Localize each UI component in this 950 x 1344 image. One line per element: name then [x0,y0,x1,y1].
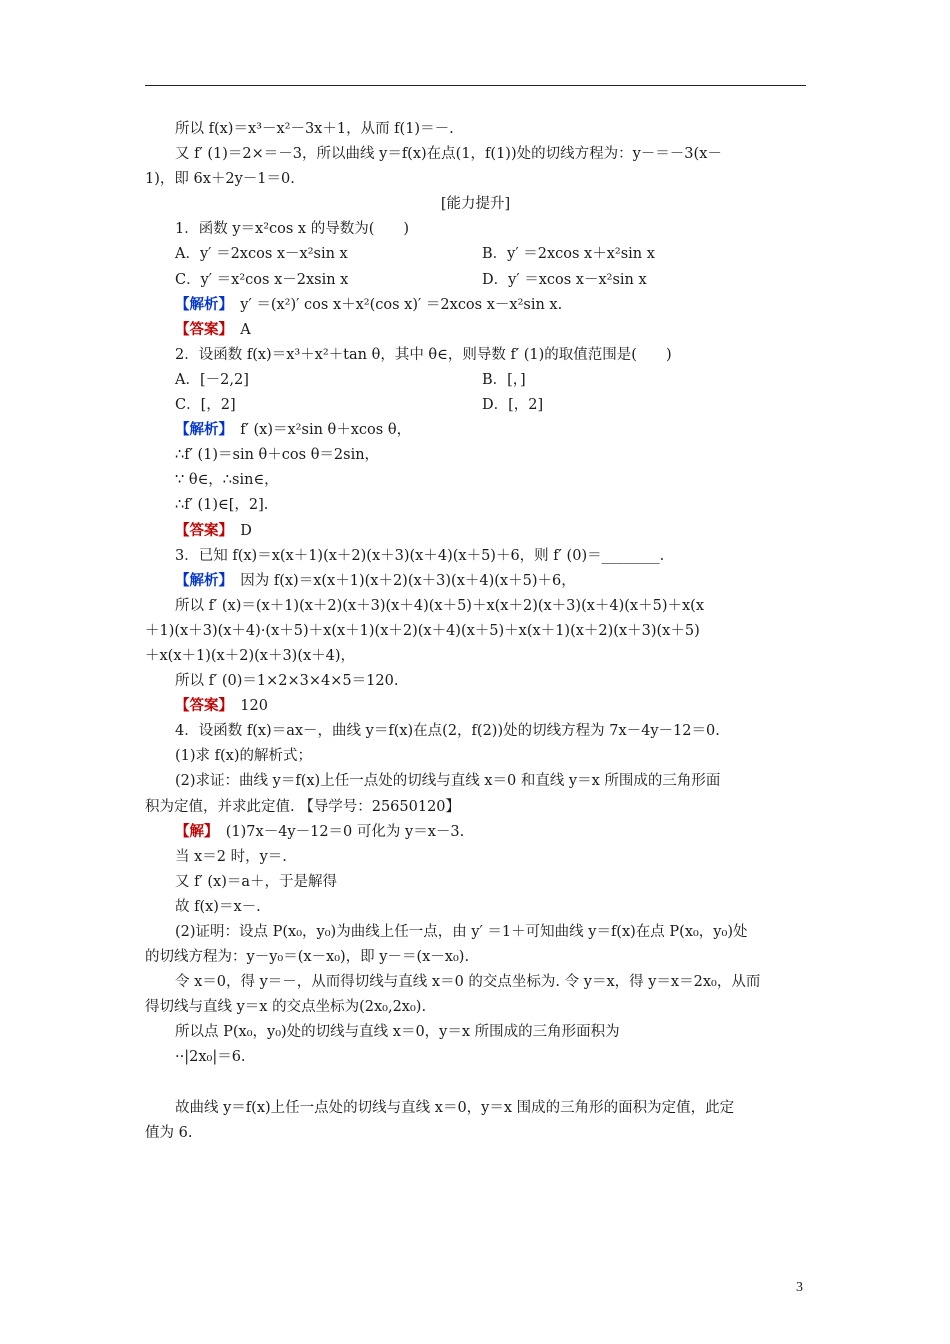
section-mark: 【答案】 [175,522,226,539]
text-line: 3．已知 f(x)＝x(x＋1)(x＋2)(x＋3)(x＋4)(x＋5)＋6，则 f′ (0)＝________. [175,547,665,564]
header-rule [145,85,806,86]
text-line: 2．设函数 f(x)＝x³＋x²＋tan θ，其中 θ∈，则导数 f′ (1)的取值范围是( ) [175,346,672,363]
solution-line [145,318,806,343]
line-text: y′ ＝(x²)′ cos x＋x²(cos x)′ ＝2xcos x－x²sin x. [225,296,563,313]
solution-line [145,820,806,845]
text-line: 又 f′ (x)＝a＋，于是解得 [175,873,338,890]
choice-option: C．[，2] [175,397,236,414]
text-line: 故曲线 y＝f(x)上任一点处的切线与直线 x＝0，y＝x 围成的三角形的面积为定值，此定 [175,1099,735,1116]
text-line: 当 x＝2 时，y＝. [175,848,287,865]
choice-option: A．[－2,2] [175,371,249,388]
choice-row [145,242,806,267]
text-line: ＋1)(x＋3)(x＋4)·(x＋5)＋x(x＋1)(x＋2)(x＋4)(x＋5)＋x(x＋1)(x＋2)(x＋3)(x＋5) [145,622,700,639]
text-line: 4．设函数 f(x)＝ax－，曲线 y＝f(x)在点(2，f(2))处的切线方程为 7x－4y－12＝0. [175,723,720,740]
line-text: D [225,522,252,539]
text-line: (2)证明：设点 P(x₀，y₀)为曲线上任一点，由 y′ ＝1＋可知曲线 y＝f(x)在点 P(x₀，y₀)处 [175,924,748,940]
document-body [145,117,806,1146]
page-number: 3 [796,1280,803,1295]
section-heading: [能力提升] [440,196,511,213]
text-line: ∴f′ (1)∈[，2]. [175,497,269,514]
text-line: 所以点 P(x₀，y₀)处的切线与直线 x＝0，y＝x 所围成的三角形面积为 [175,1024,620,1041]
text-line: ＋x(x＋1)(x＋2)(x＋3)(x＋4)， [145,647,356,664]
line-text: 120 [225,698,268,715]
section-mark: 【解析】 [175,422,226,439]
section-mark: 【答案】 [175,321,226,338]
section-mark: 【解析】 [175,296,226,313]
solution-line [145,519,806,544]
text-line: 令 x＝0，得 y＝－，从而得切线与直线 x＝0 的交点坐标为. 令 y＝x，得 y＝x＝2x₀，从而 [175,974,761,991]
line-text: 因为 f(x)＝x(x＋1)(x＋2)(x＋3)(x＋4)(x＋5)＋6， [225,572,576,589]
text-line: 1)，即 6x＋2y－1＝0. [145,171,295,188]
choice-row [145,368,806,393]
text-line: 1．函数 y＝x²cos x 的导数为( ) [175,221,410,238]
choice-option: C．y′ ＝x²cos x－2xsin x [175,271,349,288]
text-line: 得切线与直线 y＝x 的交点坐标为(2x₀,2x₀). [145,999,427,1016]
section-mark: 【答案】 [175,698,226,715]
section-mark: 【解析】 [175,572,226,589]
solution-line [145,569,806,594]
solution-line [145,293,806,318]
choice-option: B．[，] [482,371,526,388]
text-line: 所以 f(x)＝x³－x²－3x＋1，从而 f(1)＝－. [175,121,454,137]
text-line: 又 f′ (1)＝2×＝－3，所以曲线 y＝f(x)在点(1，f(1))处的切线方程为：y－＝－3(x－ [175,146,722,163]
text-line: 故 f(x)＝x－. [175,898,261,915]
choice-option: A．y′ ＝2xcos x－x²sin x [175,246,348,263]
text-line: ··|2x₀|＝6. [175,1049,246,1066]
solution-line [145,694,806,719]
text-line: ∵ θ∈，∴sin∈， [175,472,279,489]
choice-row [145,393,806,418]
text-line: 的切线方程为：y－y₀＝(x－x₀)，即 y－＝(x－x₀). [145,949,470,966]
line-text: (1)7x－4y－12＝0 可化为 y＝x－3. [211,823,465,840]
section-mark: 【解】 [175,823,212,840]
text-line: 值为 6. [145,1124,193,1141]
blank-line [145,1071,806,1096]
line-text: f′ (x)＝x²sin θ＋xcos θ， [225,422,412,439]
text-line: (2)求证：曲线 y＝f(x)上任一点处的切线与直线 x＝0 和直线 y＝x 所围成的三角形面 [175,773,721,790]
choice-option: D．y′ ＝xcos x－x²sin x [482,271,647,288]
text-line: 所以 f′ (0)＝1×2×3×4×5＝120. [175,673,399,690]
choice-row [145,268,806,293]
solution-line [145,418,806,443]
text-line: 积为定值，并求此定值. 【导学号：25650120】 [145,798,461,815]
text-line: ∴f′ (1)＝sin θ＋cos θ＝2sin， [175,447,380,464]
choice-option: D．[，2] [482,397,544,414]
line-text: A [225,321,251,338]
choice-option: B．y′ ＝2xcos x＋x²sin x [482,246,655,263]
text-line: (1)求 f(x)的解析式； [175,748,313,765]
text-line: 所以 f′ (x)＝(x＋1)(x＋2)(x＋3)(x＋4)(x＋5)＋x(x＋2)(x＋3)(x＋4)(x＋5)＋x(x [175,597,705,614]
